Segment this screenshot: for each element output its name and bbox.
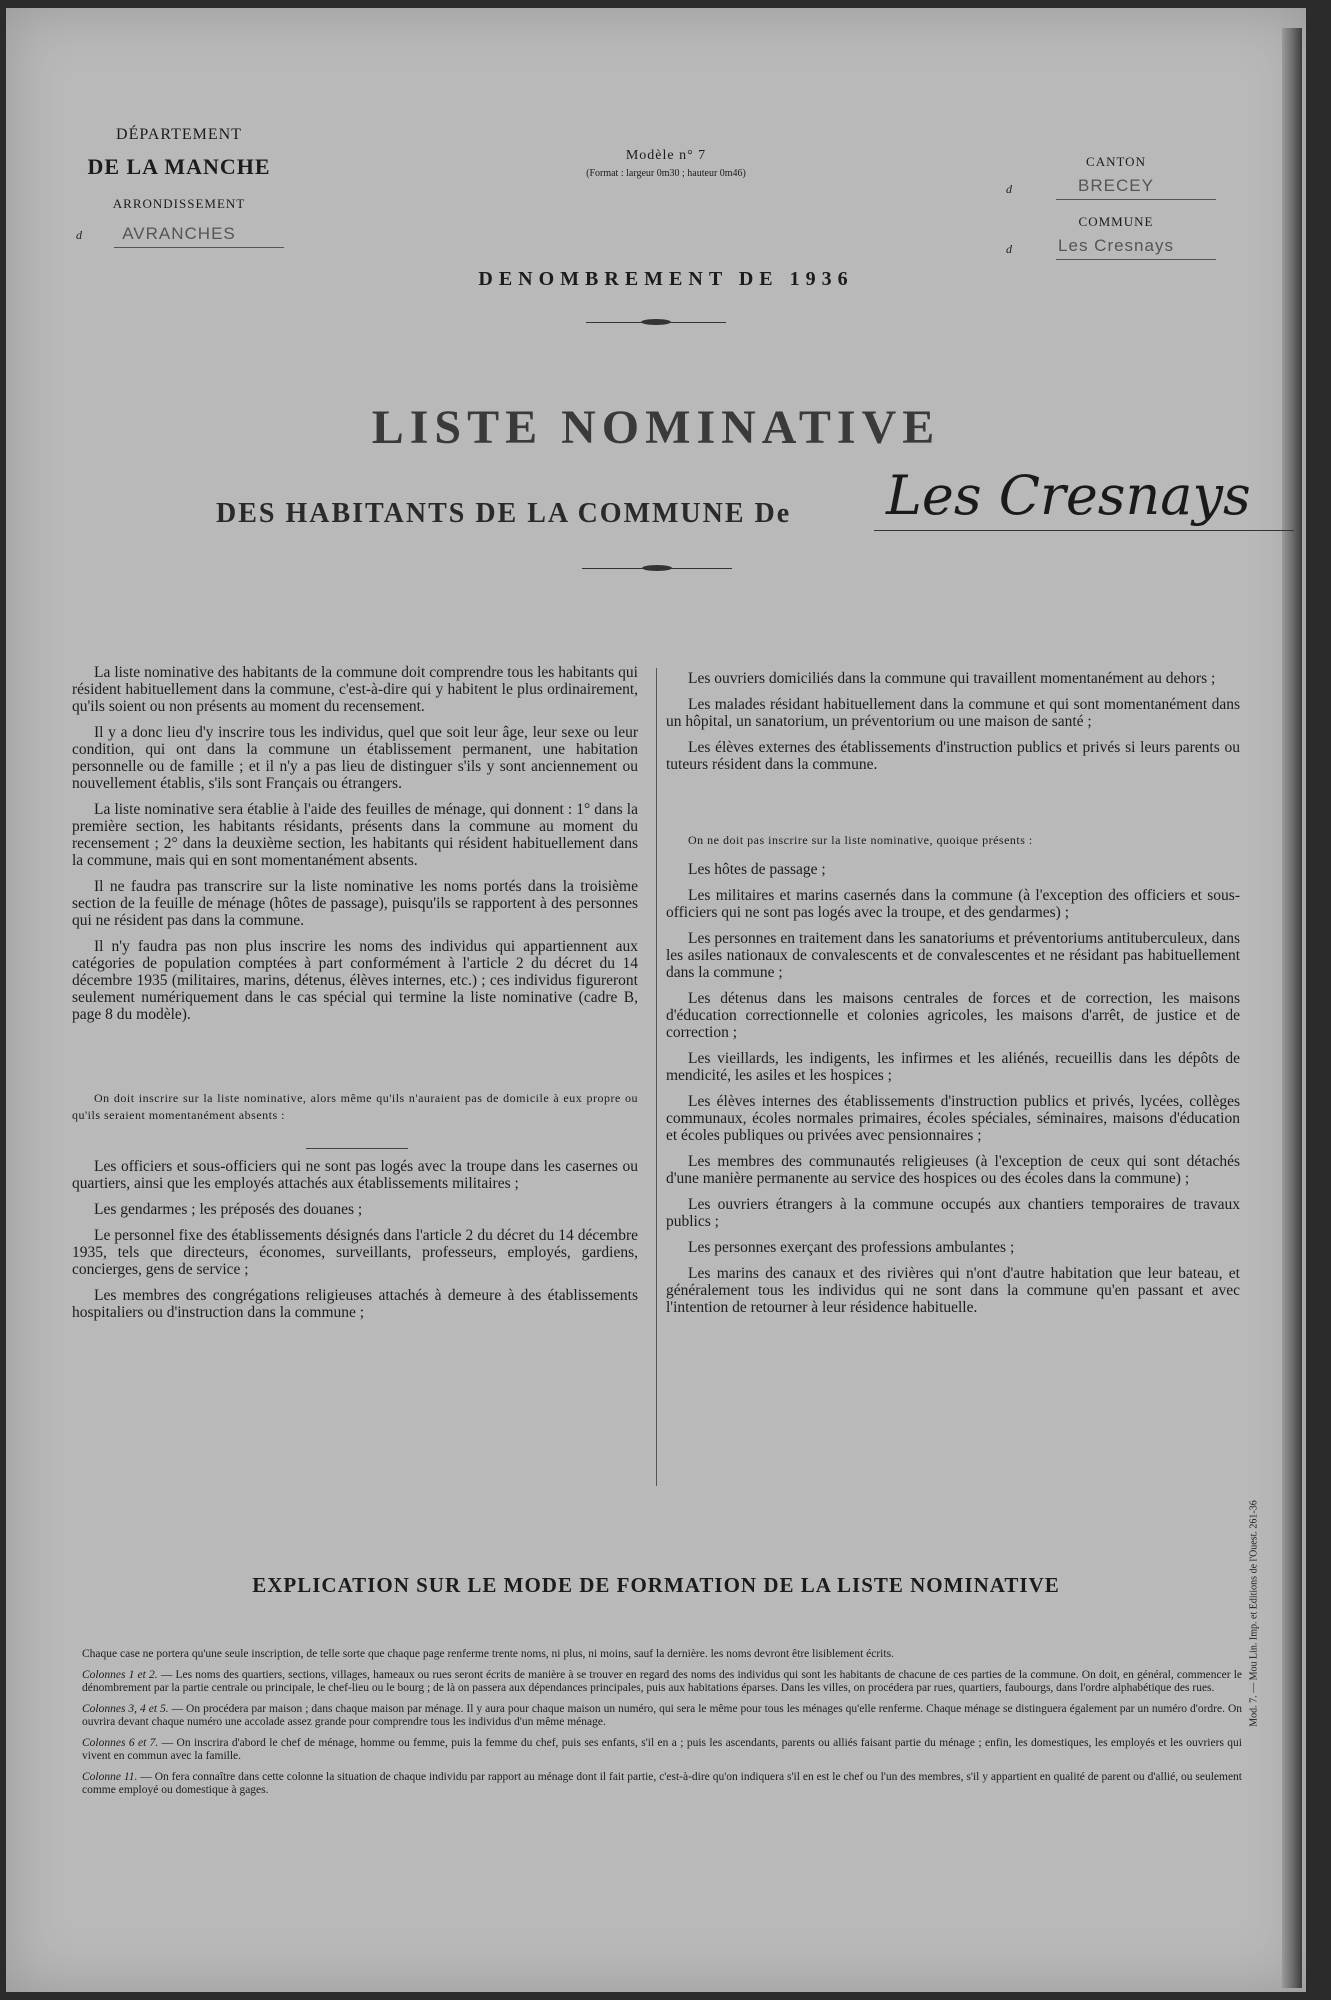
- paragraph: Les élèves internes des établissements d'instruction publics et privés, lycées, collèges communaux, écoles normales primaires, écoles spéciales, séminaires, maisons d'éducation et écoles publiques ou privées avec pensionnaires ;: [666, 1093, 1240, 1144]
- d-prefix: d: [76, 228, 82, 242]
- paragraph: Les ouvriers domiciliés dans la commune qui travaillent momentanément au dehors ;: [688, 670, 1216, 687]
- paragraph: La liste nominative des habitants de la commune doit comprendre tous les habitants qui résident habituellement dans la commune, c'est-à-dire qui y habitent le plus ordinairement, qu'ils soient ou non présents au moment du recensement.: [72, 664, 638, 715]
- ornament-rule: [586, 322, 726, 323]
- paragraph: Les malades résidant habituellement dans la commune et qui sont momentanément dans un hôpital, un sanatorium, un préventorium ou une maison de santé ;: [666, 696, 1240, 730]
- page-title: LISTE NOMINATIVE: [371, 401, 941, 454]
- explication-title: EXPLICATION SUR LE MODE DE FORMATION DE LA LISTE NOMINATIVE: [252, 1573, 1060, 1597]
- handwriting-underline: [874, 530, 1294, 531]
- column-ref: Colonnes 3, 4 et 5.: [82, 1703, 169, 1715]
- header-departement: [64, 126, 294, 248]
- instructions-column-right: [666, 670, 1240, 1325]
- paragraph: Il n'y faudra pas non plus inscrire les noms des individus qui appartiennent aux catégories de population comptées à part conformément à l'article 2 du décret du 14 décembre 1935 (militaires, marins, détenus, élèves internes, etc.) ; ces individus figureront seulement numériquement dans le cas spécial qui termine la liste nominative (cadre B, page 8 du modèle).: [72, 938, 638, 1023]
- paragraph: Les membres des congrégations religieuses attachés à demeure à des établissements hospitaliers ou d'instruction dans la commune ;: [72, 1287, 638, 1321]
- arrondissement-value: AVRANCHES: [122, 224, 236, 243]
- commune-field: [1006, 236, 1226, 260]
- paragraph: Les ouvriers étrangers à la commune occupés aux chantiers temporaires de travaux publics ;: [666, 1196, 1240, 1230]
- census-page: [6, 8, 1306, 1992]
- paragraph: Colonnes 3, 4 et 5. — On procédera par maison ; dans chaque maison par ménage. Il y aura pour chaque maison un numéro, qui sera le même pour tous les ménages qu'elle renferme. Chaque ménage se distinguera également par un numéro d'ordre. On ouvrira devant chaque numéro une accolade assez grande pour comprendre tous les individus d'un même ménage.: [82, 1703, 1243, 1728]
- modele-label: Modèle n° 7: [625, 148, 707, 163]
- paragraph: Les militaires et marins casernés dans la commune (à l'exception des officiers et sous-officiers qui ne sont pas logés avec la troupe, et des gendarmes) ;: [666, 887, 1240, 921]
- paragraph: Les membres des communautés religieuses (à l'exception de ceux qui sont détachés d'une manière permanente au service des hospices ou des écoles dans la commune) ;: [666, 1153, 1240, 1187]
- page-edge: [1282, 28, 1302, 1988]
- paragraph: Les personnes en traitement dans les sanatoriums et préventoriums antituberculeux, dans les asiles nationaux de convalescents et de convalescentes et ne résidant pas habituellement dans la commune ;: [666, 930, 1240, 981]
- paragraph: Les personnes exerçant des professions ambulantes ;: [688, 1239, 1015, 1256]
- imprint-text: Mod. 7. — Mou Lin. Imp. et Editions de l'Ouest. 261-36: [1248, 1500, 1260, 1727]
- arrondissement-label: ARRONDISSEMENT: [112, 196, 246, 211]
- page-subtitle: DES HABITANTS DE LA COMMUNE De: [216, 498, 792, 529]
- paragraph: Il y a donc lieu d'y inscrire tous les individus, quel que soit leur âge, leur sexe ou leur condition, qui ont dans la commune un établissement permanent, une habitation personnelle ou de famille ; et il n'y a pas lieu de distinguer s'ils y sont anciennement ou nouvellement établis, s'ils sont Français ou étrangers.: [72, 724, 638, 792]
- paragraph: Les gendarmes ; les préposés des douanes ;: [94, 1201, 363, 1218]
- ornament-rule: [582, 568, 732, 569]
- column-ref: Colonne 11.: [82, 1771, 138, 1783]
- paragraph: Colonnes 1 et 2. — Les noms des quartiers, sections, villages, hameaux ou rues seront écrits de manière à se trouver en regard des noms des individus qui sont les habitants de chacune de ces parties de la commune. On doit, en général, commencer le dénombrement par la partie centrale ou principale, le chef-lieu ou le bourg ; de là on passera aux dépendances principales, puis aux habitations éparses. Dans les villes, on procédera par rues, quartiers, faubourgs, dans l'ordre alphabétique des rues.: [82, 1669, 1243, 1694]
- paragraph: Colonnes 6 et 7. — On inscrira d'abord le chef de ménage, homme ou femme, puis la femme du chef, puis ses enfants, s'il en a ; puis les ascendants, parents ou alliés faisant partie du ménage ; enfin, les domestiques, les employés et les ouvriers qui vivent en commun avec la famille.: [82, 1737, 1242, 1762]
- commune-label: COMMUNE: [1078, 214, 1154, 229]
- header-modele: [496, 148, 836, 179]
- paragraph: Les détenus dans les maisons centrales de forces et de correction, les maisons d'éducation correctionnelle et colonies agricoles, les maisons d'arrêt, de justice et de correction ;: [666, 990, 1240, 1041]
- paragraph: Les vieillards, les indigents, les infirmes et les aliénés, recueillis dans les dépôts de mendicité, les asiles et les hospices ;: [666, 1050, 1240, 1084]
- paragraph: Les élèves externes des établissements d'instruction publics et privés si leurs parents ou tuteurs résident dans la commune.: [666, 739, 1240, 773]
- departement-value: DE LA MANCHE: [87, 154, 271, 179]
- column-ref: Colonnes 6 et 7.: [82, 1737, 159, 1749]
- header-canton: [1006, 154, 1226, 260]
- paragraph: La liste nominative sera établie à l'aide des feuilles de ménage, qui donnent : 1° dans la première section, les habitants résidants, présents dans la commune au moment du recensement ; 2° dans la deuxième section, les habitants qui résident habituellement dans la commune, mais qui en sont momentanément absents.: [72, 801, 638, 869]
- paragraph: Les officiers et sous-officiers qui ne sont pas logés avec la troupe dans les casernes ou quartiers, ainsi que les employés attachés aux établissements militaires ;: [72, 1158, 638, 1192]
- format-label: (Format : largeur 0m30 ; hauteur 0m46): [586, 168, 746, 179]
- commune-value: Les Cresnays: [1058, 236, 1174, 255]
- column-divider: [656, 668, 657, 1486]
- paragraph: Il ne faudra pas transcrire sur la liste nominative les noms portés dans la troisième section de la feuille de ménage (hôtes de passage), puisqu'ils se rapportent à des personnes qui ne résident pas dans la commune.: [72, 878, 638, 929]
- explication-text: [82, 1648, 1242, 1805]
- printer-imprint: [1244, 1418, 1258, 1818]
- d-prefix: d: [1006, 242, 1012, 256]
- canton-field: [1006, 176, 1226, 200]
- paragraph: Chaque case ne portera qu'une seule inscription, de telle sorte que chaque page renferme trente noms, ni plus, ni moins, sauf la dernière. les noms devront être lisiblement écrits.: [82, 1648, 894, 1660]
- separator-rule: [306, 1148, 408, 1149]
- departement-label: DÉPARTEMENT: [116, 126, 242, 143]
- denombrement-title: DENOMBREMENT DE 1936: [478, 268, 854, 290]
- instructions-column-left: [72, 664, 638, 1330]
- canton-label: CANTON: [1086, 154, 1146, 169]
- paragraph: Les marins des canaux et des rivières qui n'ont d'autre habitation que leur bateau, et généralement tous les individus qui ne sont dans la commune qu'en passant et avec l'intention de retourner à leur résidence habituelle.: [666, 1265, 1240, 1316]
- arrondissement-field: [64, 224, 294, 248]
- paragraph: Le personnel fixe des établissements désignés dans l'article 2 du décret du 14 décembre 1935, tels que directeurs, économes, surveillants, professeurs, employés, gardiens, concierges, gens de service ;: [72, 1227, 638, 1278]
- column-ref: Colonnes 1 et 2.: [82, 1669, 158, 1681]
- paragraph: Les hôtes de passage ;: [688, 861, 826, 878]
- paragraph: Colonne 11. — On fera connaître dans cette colonne la situation de chaque individu par rapport au ménage dont il fait partie, c'est-à-dire qu'on indiquera s'il en est le chef ou l'un des membres, s'il y appartient en qualité de parent ou d'allié, ou seulement comme employé ou domestique à gages.: [82, 1771, 1243, 1796]
- section-heading: On doit inscrire sur la liste nominative, alors même qu'ils n'auraient pas de domicile à eux propre ou qu'ils seraient momentanément absents :: [72, 1091, 638, 1122]
- section-heading: On ne doit pas inscrire sur la liste nominative, quoique présents :: [688, 833, 1033, 847]
- canton-value: BRECEY: [1078, 176, 1154, 195]
- d-prefix: d: [1006, 182, 1012, 196]
- commune-handwritten: Les Cresnays: [886, 464, 1251, 527]
